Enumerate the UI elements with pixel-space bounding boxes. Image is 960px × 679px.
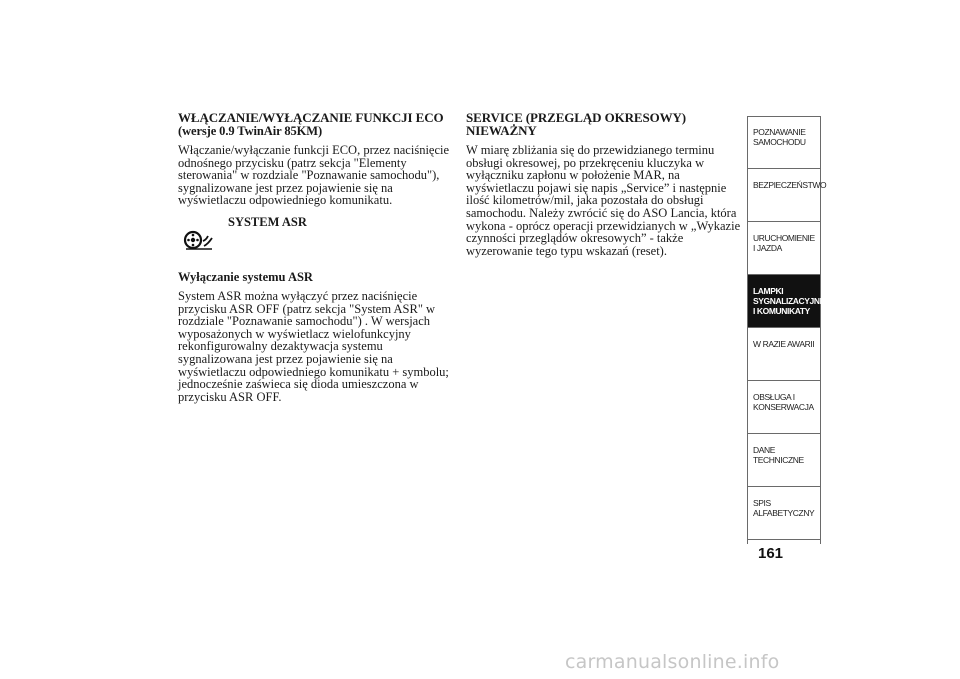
- tab-w-razie-awarii[interactable]: W RAZIE AWARII: [748, 328, 820, 381]
- chapter-sidebar: [747, 116, 827, 544]
- asr-subheading: Wyłączanie systemu ASR: [178, 269, 313, 284]
- page-number: 161: [758, 545, 784, 562]
- asr-section: [178, 215, 453, 271]
- eco-heading-subtitle: (wersje 0.9 TwinAir 85KM): [178, 123, 323, 138]
- asr-warning-icon: [183, 229, 217, 251]
- left-column: [178, 112, 453, 409]
- tab-bezpieczenstwo[interactable]: BEZPIECZEŃSTWO: [748, 169, 820, 222]
- service-paragraph: W miarę zbliżania się do przewidzianego terminu obsługi okresowej, po przekręceniu kluczyka w wyłączniku zapłonu w położenie MAR, na wyświetlaczu pojawi się napis „Service” i następnie ilość kilometrów/mil, jaka pozostała do obsługi samochodu. Należy zwrócić się do ASO Lancia, która wykona - oprócz operacji przewidzianych w „Wykazie czynności przeglądów okresowych” - także wyzerowanie tego typu wskazań (reset).: [466, 143, 741, 258]
- tab-dane-techniczne[interactable]: DANE TECHNICZNE: [748, 434, 820, 487]
- watermark: carmanualsonline.info: [565, 651, 780, 673]
- tab-uruchomienie-i-jazda[interactable]: URUCHOMIENIE I JAZDA: [748, 222, 820, 275]
- tab-poznawanie-samochodu[interactable]: POZNAWANIE SAMOCHODU: [748, 116, 820, 169]
- asr-paragraph: System ASR można wyłączyć przez naciśnięcie przycisku ASR OFF (patrz sekcja "System ASR" w rozdziale "Poznawanie samochodu") . W wersjach wyposażonych w wyświetlacz wielofunkcyjny rekonfigurowalny dezaktywacja systemu sygnalizowana jest przez pojawienie się na wyświetlaczu odpowiedniego komunikatu + symbolu; jednocześnie zaświeca się dioda umieszczona w przycisku ASR OFF.: [178, 288, 449, 404]
- eco-heading-title: WŁĄCZANIE/WYŁĄCZANIE FUNKCJI ECO: [178, 110, 444, 125]
- asr-title: SYSTEM ASR: [228, 214, 307, 229]
- right-column: [466, 112, 741, 263]
- tab-spis-alfabetyczny[interactable]: SPIS ALFABETYCZNY: [748, 487, 820, 540]
- eco-paragraph: Włączanie/wyłączanie funkcji ECO, przez naciśnięcie odnośnego przycisku (patrz sekcja "Elementy sterowania" w rozdziale "Poznawanie samochodu"), sygnalizowane jest przez pojawienie się na wyświetlaczu odpowiedniego komunikatu.: [178, 143, 450, 208]
- tab-lampki-sygnalizacyjne[interactable]: LAMPKI SYGNALIZACYJNE I KOMUNIKATY: [748, 275, 820, 328]
- tab-obsluga-i-konserwacja[interactable]: OBSŁUGA I KONSERWACJA: [748, 381, 820, 434]
- service-heading: SERVICE (PRZEGLĄD OKRESOWY) NIEWAŻNY: [466, 110, 687, 138]
- eco-heading: [178, 112, 453, 137]
